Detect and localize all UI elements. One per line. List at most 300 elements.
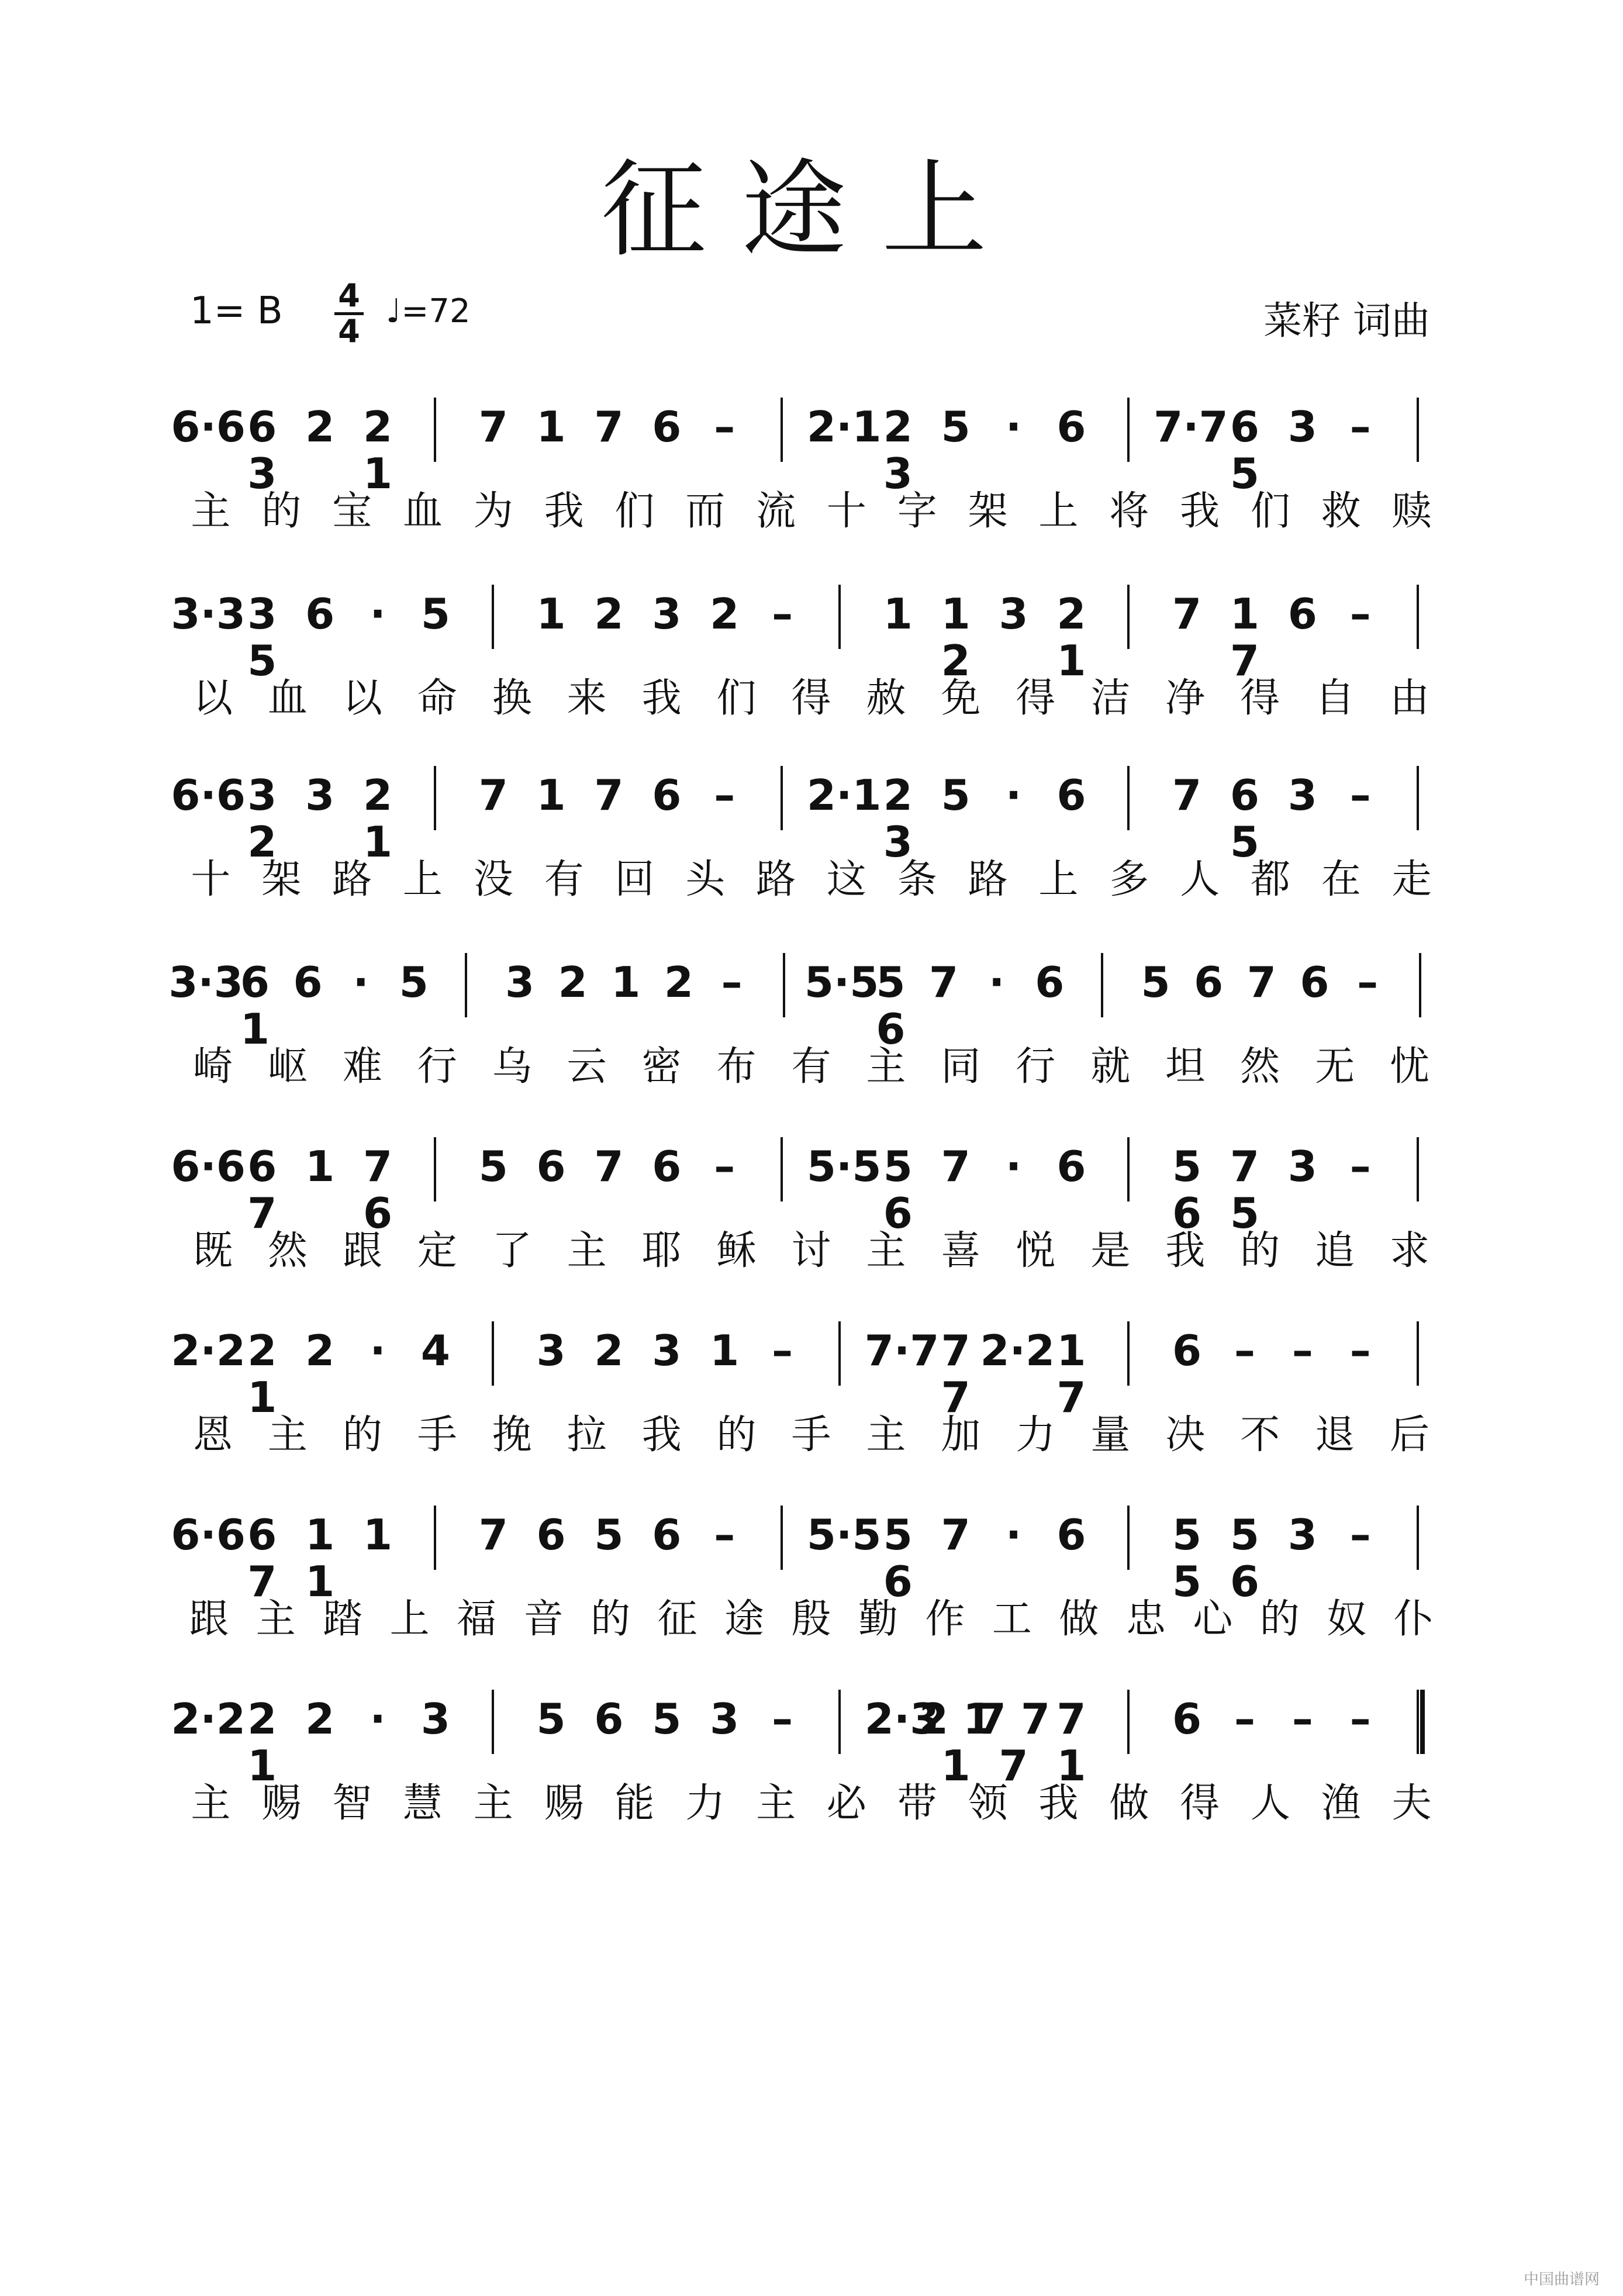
lyric-char: 以 <box>342 675 382 721</box>
note: 2 <box>305 402 335 451</box>
note: – <box>1349 1142 1371 1191</box>
note: 6 <box>1300 958 1330 1007</box>
note: 6 <box>1056 1142 1086 1191</box>
note: 5 <box>594 1510 624 1559</box>
lyric-char: 赐 <box>544 1780 584 1827</box>
lyric-char: 条 <box>897 857 937 903</box>
lyric-char: 主 <box>567 1228 607 1274</box>
note: 7 6 <box>362 1142 393 1238</box>
lyrics-row <box>0 1780 1623 1833</box>
note: · <box>1005 771 1022 820</box>
lyric-char: 悦 <box>1016 1228 1056 1274</box>
lyric-char: 我 <box>1038 1780 1079 1827</box>
barline <box>1417 398 1419 462</box>
note: 3 <box>1287 1510 1317 1559</box>
lyric-char: 手 <box>417 1412 457 1458</box>
note: 2 <box>558 958 588 1007</box>
note: · <box>1005 1142 1022 1191</box>
note: 5 <box>536 1694 566 1743</box>
lyric-char: 我 <box>641 675 682 721</box>
note: 7 <box>594 771 624 820</box>
notation-row <box>0 1510 1623 1606</box>
song-title: 征途上 <box>600 149 1022 271</box>
lyric-char: 主 <box>267 1412 308 1458</box>
barline <box>781 1506 783 1570</box>
lyric-char: 我 <box>1180 488 1220 534</box>
lyric-char: 主 <box>866 1044 906 1090</box>
note: · <box>370 589 386 638</box>
lyric-char: 力 <box>1016 1412 1056 1458</box>
lyric-char: 以 <box>192 675 233 721</box>
note: – <box>1349 1326 1371 1375</box>
note: 2 1 <box>247 1694 277 1790</box>
note: 6 <box>594 1694 624 1743</box>
lyric-char: 作 <box>925 1596 965 1642</box>
lyric-char: 主 <box>473 1780 513 1827</box>
note: 3 <box>536 1326 566 1375</box>
barline <box>1127 1690 1130 1754</box>
lyric-char: 崎 <box>192 1044 233 1090</box>
note: 5 <box>420 589 450 638</box>
lyric-char: 人 <box>1180 857 1220 903</box>
note: 5 <box>941 402 971 451</box>
lyric-char: 行 <box>1016 1044 1056 1090</box>
lyric-char: 路 <box>756 857 796 903</box>
note: 1 <box>710 1326 740 1375</box>
lyric-char: 智 <box>332 1780 372 1827</box>
note: – <box>1349 1510 1371 1559</box>
lyric-char: 上 <box>389 1596 430 1642</box>
note: · <box>1005 402 1022 451</box>
note: – <box>1349 402 1371 451</box>
lyric-char: 赎 <box>1391 488 1432 534</box>
lyric-char: 得 <box>791 675 831 721</box>
note: 3 <box>1287 771 1317 820</box>
note: 5·5 <box>806 1510 882 1559</box>
barline <box>1417 1137 1419 1201</box>
note: 2·2 <box>980 1326 1055 1375</box>
lyric-char: 心 <box>1193 1596 1233 1642</box>
note: 1 <box>883 589 913 638</box>
lyric-char: 能 <box>614 1780 655 1827</box>
note: – <box>1349 771 1371 820</box>
lyrics-row <box>0 675 1623 728</box>
lyric-char: 喜 <box>941 1228 981 1274</box>
note: 6 <box>1056 771 1086 820</box>
note: 1 7 <box>1230 589 1260 685</box>
note: 5 <box>399 958 429 1007</box>
note: 2 1 1 <box>919 1694 993 1790</box>
lyric-char: 加 <box>941 1412 981 1458</box>
note: – <box>721 958 743 1007</box>
barline <box>1127 585 1130 649</box>
note: 5 6 <box>1172 1142 1202 1238</box>
note: – <box>1292 1326 1313 1375</box>
note: 7 <box>594 1142 624 1191</box>
lyric-char: 主 <box>191 488 231 534</box>
barline <box>1417 1506 1419 1570</box>
lyrics-row <box>0 1412 1623 1465</box>
lyric-char: 得 <box>1240 675 1280 721</box>
barline <box>838 585 841 649</box>
note: – <box>1349 589 1371 638</box>
note: 2 <box>710 589 740 638</box>
note: 6·6 <box>171 771 246 820</box>
note: 5 <box>941 771 971 820</box>
note: 6 7 <box>247 1142 277 1238</box>
lyric-char: 的 <box>591 1596 631 1642</box>
note: 3 <box>505 958 535 1007</box>
notation-row <box>0 589 1623 685</box>
lyric-char: 不 <box>1240 1412 1280 1458</box>
lyric-char: 定 <box>417 1228 457 1274</box>
notation-row <box>0 1326 1623 1422</box>
lyric-char: 坦 <box>1165 1044 1206 1090</box>
lyric-char: 们 <box>614 488 655 534</box>
note: 2 <box>305 1326 335 1375</box>
notation-row <box>0 1142 1623 1238</box>
note: 1 <box>536 771 566 820</box>
note: 6 <box>1056 1510 1086 1559</box>
barline <box>1419 953 1421 1017</box>
note: 6 <box>652 402 682 451</box>
note: 3 <box>652 1326 682 1375</box>
note: 5 6 <box>1230 1510 1260 1606</box>
note: · <box>989 958 1005 1007</box>
lyric-char: 的 <box>342 1412 382 1458</box>
note: 7 7 <box>941 1326 971 1422</box>
tempo-marking: ♩=72 <box>386 292 471 330</box>
notation-row <box>0 402 1623 498</box>
note: – <box>714 1510 735 1559</box>
lyric-char: 上 <box>1038 857 1079 903</box>
lyric-char: 头 <box>685 857 726 903</box>
lyric-char: 上 <box>402 857 443 903</box>
barline <box>781 1137 783 1201</box>
note: 3 <box>420 1694 450 1743</box>
lyric-char: 们 <box>1250 488 1290 534</box>
lyric-char: 途 <box>724 1596 765 1642</box>
lyric-char: 在 <box>1321 857 1361 903</box>
lyric-char: 血 <box>402 488 443 534</box>
lyric-char: 这 <box>826 857 866 903</box>
note: 1 <box>305 1142 335 1191</box>
lyric-char: 跟 <box>342 1228 382 1274</box>
note: 1 <box>611 958 641 1007</box>
lyric-char: 的 <box>1240 1228 1280 1274</box>
lyric-char: 同 <box>941 1044 981 1090</box>
note: 2 3 <box>883 771 913 866</box>
note: 2 1 <box>247 1326 277 1422</box>
lyrics-row <box>0 488 1623 541</box>
lyric-char: 岖 <box>267 1044 308 1090</box>
lyric-char: 手 <box>791 1412 831 1458</box>
lyric-char: 无 <box>1315 1044 1355 1090</box>
note: 3 <box>999 589 1028 638</box>
note: 3 5 <box>247 589 277 685</box>
note: 7 <box>478 771 508 820</box>
note: · <box>370 1694 386 1743</box>
note: – <box>772 1326 793 1375</box>
lyric-char: 人 <box>1250 1780 1290 1827</box>
barline <box>1101 953 1103 1017</box>
note: 1 <box>362 1510 393 1559</box>
note: 2·2 <box>171 1326 246 1375</box>
lyric-char: 为 <box>473 488 513 534</box>
lyric-char: 宝 <box>332 488 372 534</box>
time-signature <box>334 279 364 348</box>
note: – <box>714 1142 735 1191</box>
note: 7 <box>1172 771 1202 820</box>
note: 5 6 <box>883 1142 913 1238</box>
barline <box>492 1321 494 1386</box>
lyric-char: 慧 <box>402 1780 443 1827</box>
lyric-char: 的 <box>1259 1596 1300 1642</box>
note: 7 <box>478 1510 508 1559</box>
note: 5 <box>652 1694 682 1743</box>
lyric-char: 勤 <box>858 1596 898 1642</box>
note: 2 3 <box>883 402 913 498</box>
barline <box>838 1321 841 1386</box>
lyric-char: 主 <box>866 1228 906 1274</box>
lyric-char: 难 <box>342 1044 382 1090</box>
lyric-char: 自 <box>1315 675 1355 721</box>
note: 6 1 <box>240 958 270 1054</box>
note: 2 <box>594 589 624 638</box>
note: – <box>1234 1694 1255 1743</box>
lyric-char: 走 <box>1391 857 1432 903</box>
note: 6 <box>1172 1326 1202 1375</box>
note: 6 <box>293 958 323 1007</box>
lyric-char: 行 <box>417 1044 457 1090</box>
note: 5 <box>478 1142 508 1191</box>
note: 7 <box>1172 589 1202 638</box>
lyric-char: 有 <box>791 1044 831 1090</box>
note: · <box>370 1326 386 1375</box>
note: 7·7 <box>864 1326 940 1375</box>
barline <box>1127 1137 1130 1201</box>
note: 6 5 <box>1230 402 1260 498</box>
lyric-char: 都 <box>1250 857 1290 903</box>
lyric-char: 求 <box>1390 1228 1430 1274</box>
note: 6 <box>1056 402 1086 451</box>
author-credit: 菜籽 词曲 <box>1263 298 1430 343</box>
note: 2 <box>664 958 693 1007</box>
note: 3 <box>1287 402 1317 451</box>
lyric-char: 来 <box>567 675 607 721</box>
note: 3 <box>652 589 682 638</box>
barline <box>783 953 785 1017</box>
note: 3 <box>710 1694 740 1743</box>
lyric-char: 力 <box>685 1780 726 1827</box>
lyric-char: 做 <box>1109 1780 1149 1827</box>
lyric-char: 带 <box>897 1780 937 1827</box>
note: 5 6 <box>883 1510 913 1606</box>
lyric-char: 耶 <box>641 1228 682 1274</box>
watermark-logo: 中国曲谱网 <box>1523 2271 1600 2288</box>
lyric-char: 踏 <box>323 1596 363 1642</box>
lyric-char: 仆 <box>1393 1596 1434 1642</box>
note: · <box>1005 1510 1022 1559</box>
lyric-char: 必 <box>826 1780 866 1827</box>
lyric-char: 得 <box>1180 1780 1220 1827</box>
lyric-char: 架 <box>968 488 1008 534</box>
lyric-char: 十 <box>191 857 231 903</box>
note: 5 <box>1141 958 1170 1007</box>
lyric-char: 然 <box>1240 1044 1280 1090</box>
note: 5·5 <box>804 958 879 1007</box>
note: 1 <box>536 402 566 451</box>
lyric-char: 回 <box>614 857 655 903</box>
lyric-char: 音 <box>523 1596 564 1642</box>
lyric-char: 命 <box>417 675 457 721</box>
note: 6 <box>1172 1694 1202 1743</box>
note: – <box>772 1694 793 1743</box>
lyric-char: 忠 <box>1125 1596 1166 1642</box>
lyric-char: 挽 <box>492 1412 532 1458</box>
lyric-char: 架 <box>261 857 302 903</box>
lyric-char: 做 <box>1059 1596 1099 1642</box>
lyric-char: 我 <box>544 488 584 534</box>
barline <box>781 398 783 462</box>
note: 6 <box>536 1510 566 1559</box>
note: 5 6 <box>876 958 906 1054</box>
lyric-char: 征 <box>657 1596 697 1642</box>
note: 3·3 <box>171 589 246 638</box>
note: 6 3 <box>247 402 277 498</box>
note: 7 <box>941 1142 971 1191</box>
lyric-char: 流 <box>756 488 796 534</box>
barline <box>1417 1321 1419 1386</box>
barline <box>434 766 436 830</box>
lyric-char: 多 <box>1109 857 1149 903</box>
lyrics-row <box>0 1228 1623 1280</box>
lyric-char: 免 <box>941 675 981 721</box>
note: 2 1 <box>1056 589 1086 685</box>
lyric-char: 决 <box>1165 1412 1206 1458</box>
note: 5 5 <box>1172 1510 1202 1606</box>
note: 3 <box>305 771 335 820</box>
lyric-char: 后 <box>1390 1412 1430 1458</box>
lyric-char: 赦 <box>866 675 906 721</box>
lyric-char: 主 <box>191 1780 231 1827</box>
lyric-char: 讨 <box>791 1228 831 1274</box>
lyric-char: 的 <box>261 488 302 534</box>
note: 2 1 <box>362 402 393 498</box>
note: – <box>1349 1694 1371 1743</box>
note: 7 1 <box>1056 1694 1086 1790</box>
lyric-char: 而 <box>685 488 726 534</box>
note: 7 <box>941 1510 971 1559</box>
note: 7·7 <box>1154 402 1228 451</box>
note: – <box>772 589 793 638</box>
note: 6 <box>652 771 682 820</box>
lyric-char: 字 <box>897 488 937 534</box>
lyric-char: 将 <box>1109 488 1149 534</box>
barline <box>434 398 436 462</box>
note: 6 7 <box>247 1510 277 1606</box>
barline <box>838 1690 841 1754</box>
lyric-char: 了 <box>492 1228 532 1274</box>
barline <box>434 1506 436 1570</box>
notation-row <box>0 771 1623 866</box>
note: 7 <box>929 958 959 1007</box>
lyric-char: 们 <box>716 675 757 721</box>
barline <box>465 953 467 1017</box>
lyric-char: 既 <box>192 1228 233 1274</box>
lyric-char: 路 <box>968 857 1008 903</box>
lyric-char: 主 <box>756 1780 796 1827</box>
note: 6 <box>1035 958 1065 1007</box>
lyric-char: 布 <box>716 1044 757 1090</box>
note: 7 7 7 <box>976 1694 1051 1790</box>
lyric-char: 由 <box>1390 675 1430 721</box>
note: 2·2 <box>171 1694 246 1743</box>
time-signature-top: 4 <box>338 277 360 314</box>
lyric-char: 退 <box>1315 1412 1355 1458</box>
lyric-char: 密 <box>641 1044 682 1090</box>
lyric-char: 净 <box>1165 675 1206 721</box>
note: 6 <box>652 1142 682 1191</box>
lyric-char: 有 <box>544 857 584 903</box>
barline <box>1417 766 1419 830</box>
note: 6 5 <box>1230 771 1260 866</box>
lyric-char: 然 <box>267 1228 308 1274</box>
note: 1 <box>536 589 566 638</box>
lyric-char: 拉 <box>567 1412 607 1458</box>
note: 1 7 <box>1056 1326 1086 1422</box>
note: 6 <box>305 589 335 638</box>
lyric-char: 云 <box>567 1044 607 1090</box>
lyric-char: 我 <box>1165 1228 1206 1274</box>
lyric-char: 路 <box>332 857 372 903</box>
lyric-char: 是 <box>1090 1228 1131 1274</box>
lyric-char: 洁 <box>1090 675 1131 721</box>
note: · <box>353 958 369 1007</box>
note: 7 5 <box>1230 1142 1260 1238</box>
note: – <box>1234 1326 1255 1375</box>
note: 3 2 <box>247 771 277 866</box>
note: 3 <box>1287 1142 1317 1191</box>
lyrics-row <box>0 857 1623 909</box>
lyric-char: 福 <box>457 1596 497 1642</box>
lyric-char: 就 <box>1090 1044 1131 1090</box>
lyric-char: 主 <box>866 1412 906 1458</box>
lyric-char: 量 <box>1090 1412 1131 1458</box>
final-barline <box>1417 1690 1425 1754</box>
note: 2 <box>305 1694 335 1743</box>
note: 6·6 <box>171 1142 246 1191</box>
notation-row <box>0 1694 1623 1790</box>
note: 2·1 <box>806 402 882 451</box>
note: 2·3 <box>864 1694 940 1743</box>
lyric-char: 奴 <box>1327 1596 1367 1642</box>
lyric-char: 得 <box>1016 675 1056 721</box>
lyric-char: 我 <box>641 1412 682 1458</box>
note: 7 <box>478 402 508 451</box>
lyric-char: 忧 <box>1390 1044 1430 1090</box>
key-signature: 1= B <box>190 289 283 333</box>
lyrics-row <box>0 1596 1623 1649</box>
note: 1 1 <box>305 1510 335 1606</box>
note: 2 <box>594 1326 624 1375</box>
note: 6·6 <box>171 1510 246 1559</box>
note: 7 <box>594 402 624 451</box>
note: 6·6 <box>171 402 246 451</box>
lyric-char: 血 <box>267 675 308 721</box>
barline <box>492 1690 494 1754</box>
note: 6 <box>1287 589 1317 638</box>
